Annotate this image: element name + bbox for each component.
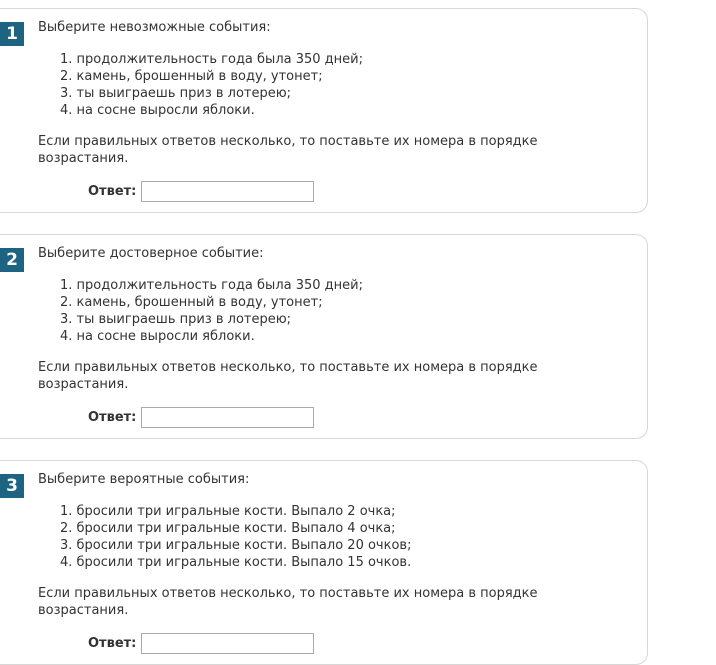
task-2-answer-input[interactable] (141, 407, 314, 428)
task-3-answer-label: Ответ: (88, 636, 137, 651)
task-2-option-2: 2. камень, брошенный в воду, утонет; (60, 295, 323, 310)
task-1-number: 1 (0, 22, 24, 46)
task-3-question: Выберите вероятные события: (38, 472, 250, 487)
task-3-option-4: 4. бросили три игральные кости. Выпало 15 очков. (60, 555, 412, 570)
task-2-number: 2 (0, 248, 24, 272)
task-1-option-1: 1. продолжительность года была 350 дней; (60, 52, 363, 67)
task-1-note: Если правильных ответов несколько, то поставьте их номера в порядке возрастания. (38, 134, 538, 166)
task-1-option-2: 2. камень, брошенный в воду, утонет; (60, 69, 323, 84)
task-2-options (60, 277, 363, 345)
task-3-options (60, 503, 411, 571)
task-3-note: Если правильных ответов несколько, то поставьте их номера в порядке возрастания. (38, 586, 538, 618)
task-3-number: 3 (0, 474, 24, 498)
task-2-option-4: 4. на сосне выросли яблоки. (60, 329, 255, 344)
task-1-answer-label: Ответ: (88, 184, 137, 199)
task-1-option-4: 4. на сосне выросли яблоки. (60, 103, 255, 118)
task-2-note: Если правильных ответов несколько, то поставьте их номера в порядке возрастания. (38, 360, 538, 392)
task-3-option-2: 2. бросили три игральные кости. Выпало 4 очка; (60, 521, 396, 536)
task-2-option-3: 3. ты выиграешь приз в лотерею; (60, 312, 292, 327)
task-1-option-3: 3. ты выиграешь приз в лотерею; (60, 86, 292, 101)
task-1-question: Выберите невозможные события: (38, 20, 271, 35)
task-2-question: Выберите достоверное событие: (38, 246, 264, 261)
task-2-option-1: 1. продолжительность года была 350 дней; (60, 278, 363, 293)
task-1-answer-input[interactable] (141, 181, 314, 202)
task-3-answer-input[interactable] (141, 633, 314, 654)
task-3-option-1: 1. бросили три игральные кости. Выпало 2 очка; (60, 504, 396, 519)
task-3-option-3: 3. бросили три игральные кости. Выпало 20 очков; (60, 538, 412, 553)
task-1-options (60, 51, 363, 119)
task-2-answer-label: Ответ: (88, 410, 137, 425)
